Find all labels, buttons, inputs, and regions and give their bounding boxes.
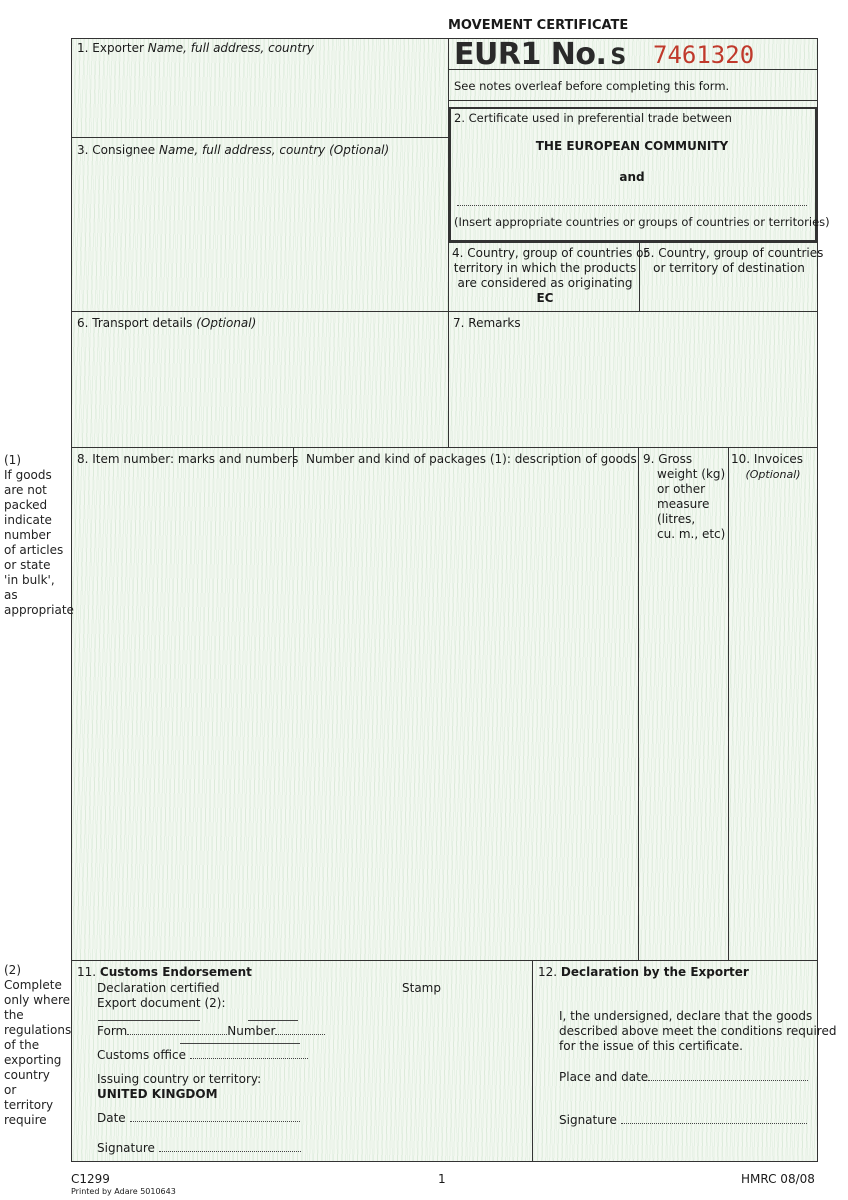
box8-label2: Number and kind of packages (1): description of goods xyxy=(306,452,637,466)
box12-text-line: I, the undersigned, declare that the goods xyxy=(559,1009,813,1023)
box4-line3: are considered as originating xyxy=(457,276,633,290)
box10-left xyxy=(728,447,729,960)
box8-label: 8. Item number: marks and numbers xyxy=(77,452,299,466)
see-notes: See notes overleaf before completing this form. xyxy=(454,79,730,93)
box11-title: Customs Endorsement xyxy=(99,965,252,979)
box11-date-dots xyxy=(130,1121,300,1122)
box11-form-label: Form xyxy=(97,1024,128,1038)
note1-line: (1) xyxy=(4,453,21,467)
row-line-3 xyxy=(72,960,817,961)
box12-signature-dots xyxy=(621,1123,807,1124)
box9-left xyxy=(638,447,639,960)
box12-text-line: described above meet the conditions required xyxy=(559,1024,837,1038)
box12-num: 12. xyxy=(538,965,558,979)
note1-line: of articles xyxy=(4,543,64,557)
box1-title: Exporter xyxy=(92,41,144,55)
box11-number-dots xyxy=(275,1034,325,1035)
footer-code: C1299 xyxy=(71,1172,110,1186)
box11-form-row xyxy=(97,1024,325,1039)
box3-hint: Name, full address, country (Optional) xyxy=(159,143,390,157)
box11-issuing: Issuing country or territory: xyxy=(97,1072,262,1086)
note2-line: Complete xyxy=(4,978,62,992)
box5-label xyxy=(643,246,824,276)
box11-rule-a xyxy=(98,1020,200,1021)
note2-line: only where xyxy=(4,993,71,1007)
box2-dotted-line xyxy=(457,205,807,206)
box1-num: 1. xyxy=(77,41,89,55)
eur1-heading xyxy=(454,37,626,72)
box2-and: and xyxy=(619,170,645,184)
box9-line: 9. Gross xyxy=(643,452,693,466)
box9-line: cu. m., etc) xyxy=(657,527,726,541)
note2-line: country xyxy=(4,1068,50,1082)
note2-line: of the xyxy=(4,1038,40,1052)
footer-version: HMRC 08/08 xyxy=(741,1172,815,1186)
box7-label: 7. Remarks xyxy=(453,316,521,330)
box11-customs-label: Customs office xyxy=(97,1048,186,1062)
box11-form-dots xyxy=(127,1034,227,1035)
box1-hint: Name, full address, country xyxy=(147,41,314,55)
box11-stamp: Stamp xyxy=(402,981,441,995)
series-letter: S xyxy=(610,45,626,70)
box2-party1: THE EUROPEAN COMMUNITY xyxy=(535,139,729,153)
note1-line: or state xyxy=(4,558,51,572)
box2-insert-note: (Insert appropriate countries or groups of countries or territories) xyxy=(454,215,830,229)
box11-signature-label: Signature xyxy=(97,1141,155,1155)
box12-text xyxy=(559,1009,837,1054)
box4-value: EC xyxy=(536,291,554,305)
box10-label xyxy=(731,452,815,482)
box6-label xyxy=(77,316,256,331)
eur1-form xyxy=(71,37,837,1162)
box12-heading xyxy=(538,965,749,980)
side-note-2 xyxy=(4,963,71,1128)
note2-line: or xyxy=(4,1083,17,1097)
box12-place-label: Place and date xyxy=(559,1070,649,1084)
box3-num: 3. xyxy=(77,143,89,157)
box11-date-label: Date xyxy=(97,1111,126,1125)
box9-line: measure xyxy=(657,497,710,511)
note2-line: regulations xyxy=(4,1023,72,1037)
note2-line: require xyxy=(4,1113,47,1127)
box9-label xyxy=(643,452,725,542)
note1-line: indicate xyxy=(4,513,52,527)
box12-signature-row xyxy=(559,1113,807,1128)
box3-title: Consignee xyxy=(92,143,156,157)
box1-label xyxy=(77,41,314,56)
box9-line: or other xyxy=(657,482,706,496)
box10-title: 10. Invoices xyxy=(731,452,804,466)
box9-line: (litres, xyxy=(657,512,696,526)
box6-hint: (Optional) xyxy=(196,316,257,330)
box11-heading xyxy=(77,965,252,980)
note2-line: territory xyxy=(4,1098,54,1112)
eur1-label: EUR1 No. xyxy=(454,37,607,72)
box11-customs-row xyxy=(97,1048,308,1063)
box12-signature-label: Signature xyxy=(559,1113,617,1127)
note1-line: as xyxy=(4,588,18,602)
header-line-2 xyxy=(448,100,817,101)
box12-place-dots xyxy=(648,1080,808,1081)
box2-label: 2. Certificate used in preferential trade between xyxy=(454,111,732,125)
note2-line: exporting xyxy=(4,1053,62,1067)
box11-rule-b xyxy=(248,1020,298,1021)
note1-line: packed xyxy=(4,498,48,512)
box11-declaration: Declaration certified xyxy=(97,981,220,995)
box4-line2: territory in which the products xyxy=(453,261,637,275)
footer-printed: Printed by Adare 5010643 xyxy=(71,1187,176,1196)
box11-date-row xyxy=(97,1111,300,1126)
box5-line1: 5. Country, group of countries xyxy=(643,246,824,260)
note1-line: If goods xyxy=(4,468,52,482)
note1-line: 'in bulk', xyxy=(4,573,55,587)
box11-export-doc: Export document (2): xyxy=(97,996,226,1010)
box1-bottom xyxy=(72,137,448,138)
box11-num: 11. xyxy=(77,965,97,979)
box11-issuing-value: UNITED KINGDOM xyxy=(97,1087,218,1101)
box6-title: 6. Transport details xyxy=(77,316,193,330)
box11-rule-c xyxy=(180,1043,300,1044)
box11-12-divider xyxy=(532,960,533,1161)
note2-line: (2) xyxy=(4,963,21,977)
box12-title: Declaration by the Exporter xyxy=(560,965,749,979)
box9-line: weight (kg) xyxy=(657,467,726,481)
box12-place-row xyxy=(559,1070,808,1085)
serial-number: 7461320 xyxy=(653,41,755,69)
box4-line1: 4. Country, group of countries or xyxy=(452,246,649,260)
box4-label xyxy=(452,246,649,306)
box11-customs-dots xyxy=(190,1058,308,1059)
note1-line: number xyxy=(4,528,51,542)
note2-line: the xyxy=(4,1008,24,1022)
box11-number-label: Number xyxy=(227,1024,276,1038)
box3-label xyxy=(77,143,389,158)
box4-top xyxy=(448,242,817,243)
side-note-1 xyxy=(4,453,74,618)
row-line-2 xyxy=(72,447,817,448)
box11-signature-row xyxy=(97,1141,301,1156)
box12-text-line: for the issue of this certificate. xyxy=(559,1039,743,1053)
box10-hint: (Optional) xyxy=(745,468,801,481)
movement-certificate-title: MOVEMENT CERTIFICATE xyxy=(448,18,629,33)
note1-line: appropriate xyxy=(4,603,74,617)
footer-page: 1 xyxy=(438,1172,446,1186)
box5-line2: or territory of destination xyxy=(653,261,805,275)
row-line-1 xyxy=(72,311,817,312)
box11-signature-dots xyxy=(159,1151,301,1152)
note1-line: are not xyxy=(4,483,47,497)
